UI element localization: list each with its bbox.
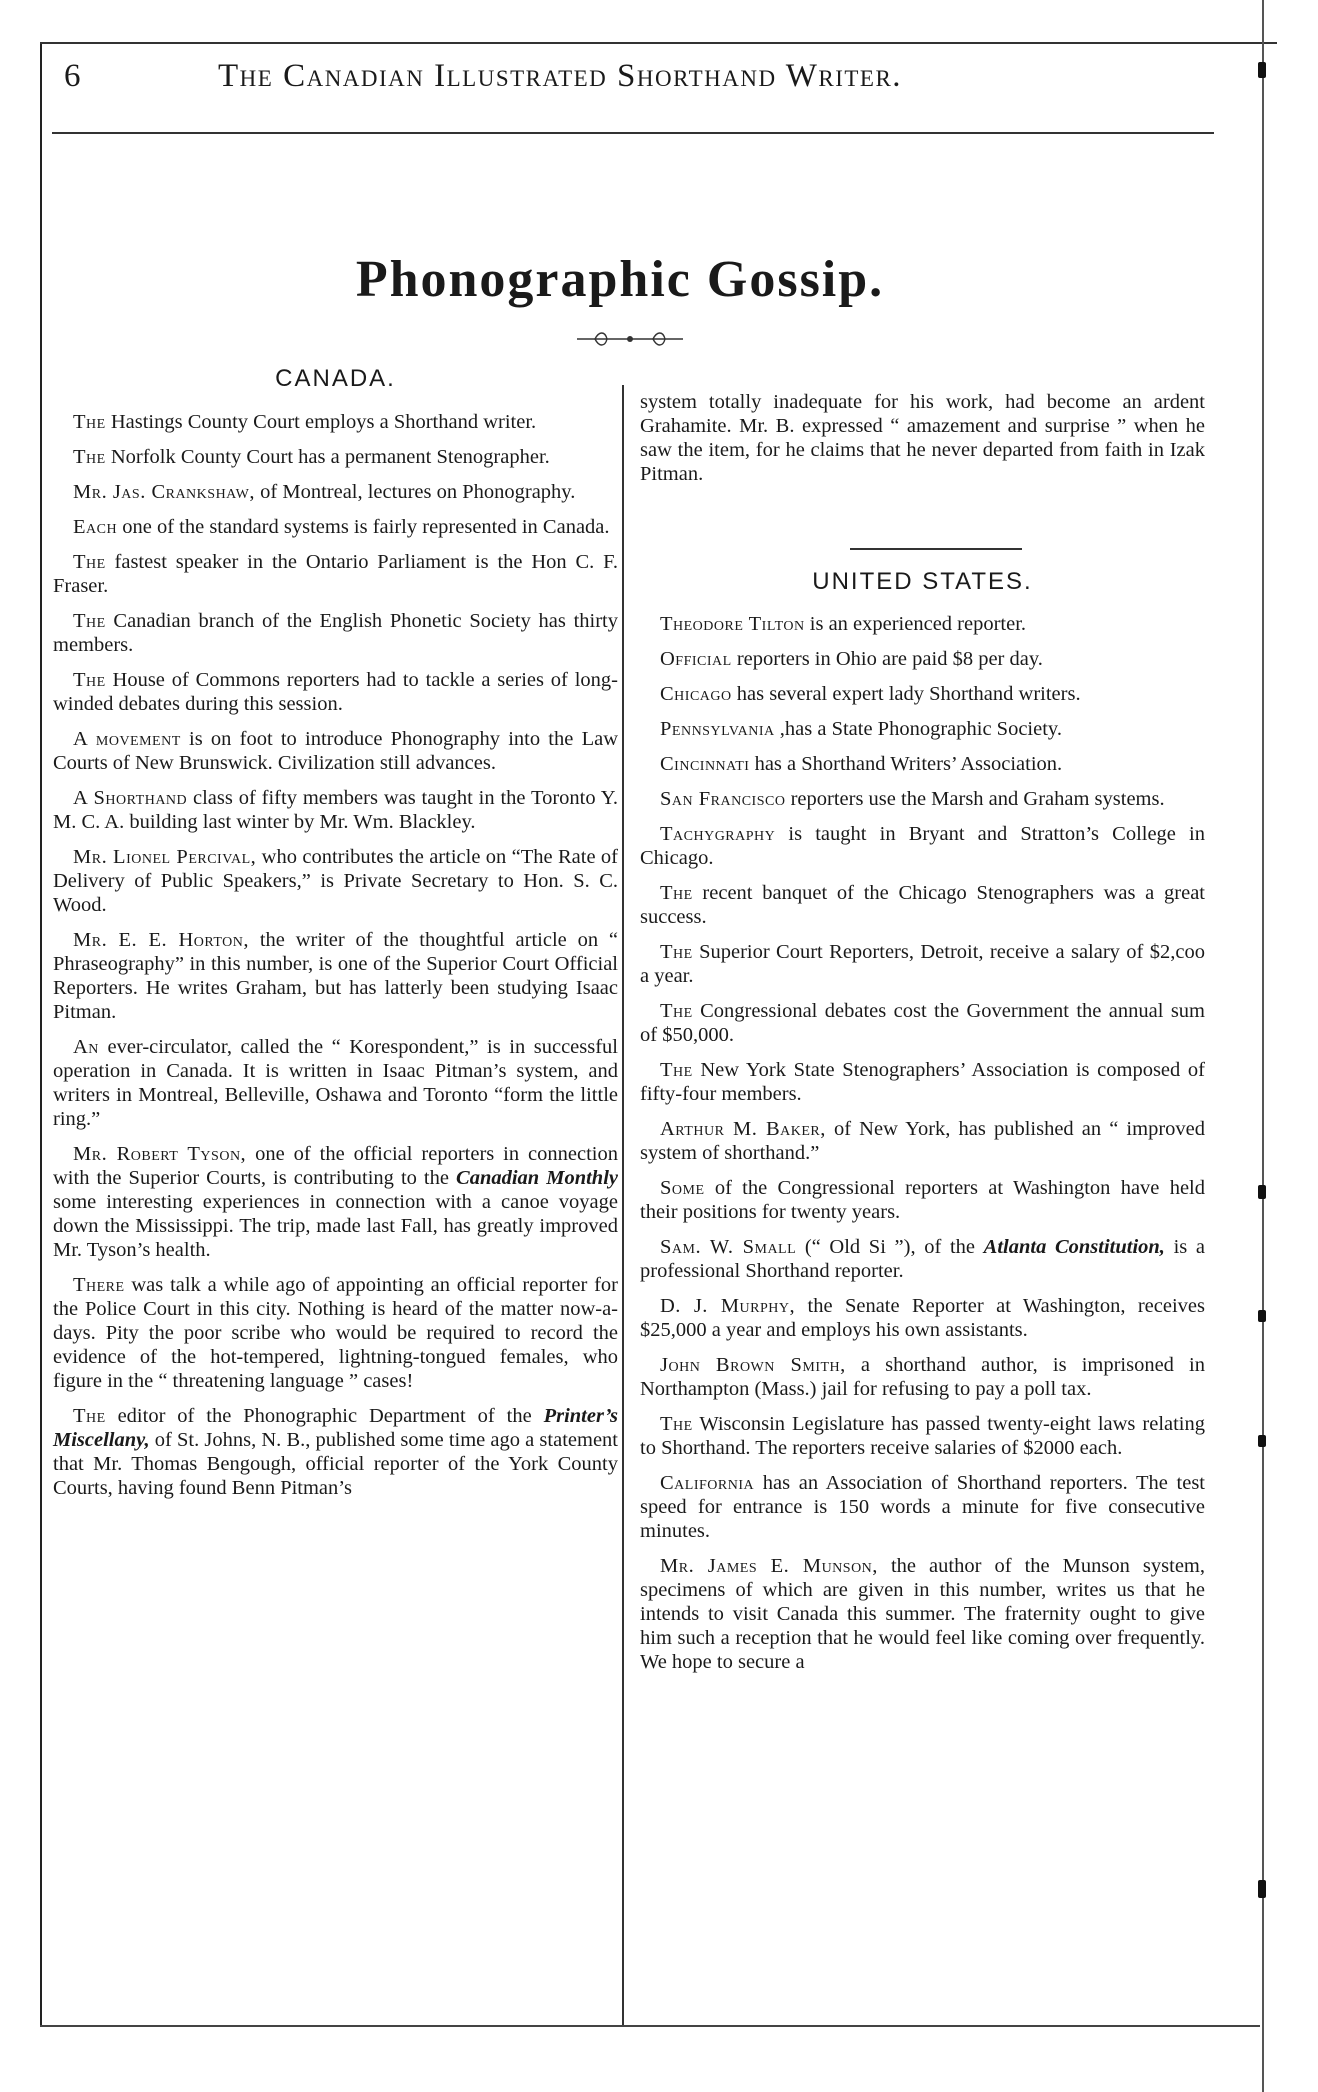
edge-speck [1258, 1185, 1266, 1199]
item-lead-words: The [660, 1413, 693, 1435]
item-text: recent banquet of the Chicago Stenographers was a great success. [640, 882, 1205, 928]
gossip-item [53, 410, 618, 434]
item-text: editor of the Phonographic Department of the [105, 1405, 544, 1427]
item-text: is an experienced reporter. [804, 613, 1027, 635]
edge-speck [1258, 1310, 1266, 1322]
item-text: is a professional Shorthand reporter. [640, 1236, 1205, 1282]
item-lead-words: Chicago [660, 683, 732, 705]
item-lead-words: Mr. Jas. Crankshaw, [73, 481, 256, 503]
column-divider [622, 385, 624, 2025]
gossip-item [53, 786, 618, 834]
item-lead-words: An [73, 1036, 99, 1058]
item-lead-words: Theodore Tilton [660, 613, 805, 635]
gossip-item [640, 787, 1205, 811]
gossip-item [640, 1235, 1205, 1283]
item-lead-words: The [660, 941, 693, 963]
gossip-item [53, 609, 618, 657]
item-lead-words: Mr. Robert Tyson, [73, 1143, 247, 1165]
item-text: fastest speaker in the Ontario Parliament is the Hon C. F. Fraser. [53, 551, 618, 597]
canada-items [53, 410, 618, 1511]
left-column [53, 0, 618, 2092]
gossip-item [53, 550, 618, 598]
item-lead-words: A Shorthand [73, 787, 188, 809]
item-text: House of Commons reporters had to tackle a series of long-winded debates during this session. [53, 669, 618, 715]
gossip-item [53, 928, 618, 1024]
page-frame-left-rule [40, 42, 42, 2027]
canada-continued-paragraph: system totally inadequate for his work, had become an ardent Grahamite. Mr. B. expressed “ amazement and surprise ” when he saw the item, for he claims that he never departed from faith in Izak Pitman. [640, 391, 1205, 485]
edge-speck [1258, 1880, 1266, 1898]
gossip-item [640, 1471, 1205, 1543]
gossip-item [640, 752, 1205, 776]
item-text: ,has a State Phonographic Society. [774, 718, 1062, 740]
item-text: has several expert lady Shorthand writers. [731, 683, 1081, 705]
item-lead-words: John Brown Smith, [660, 1354, 846, 1376]
item-lead-words: Each [73, 516, 118, 538]
item-text: reporters in Ohio are paid $8 per day. [731, 648, 1043, 670]
gossip-item [640, 1554, 1205, 1674]
item-lead-words: Mr. Lionel Percival, [73, 846, 257, 868]
item-text: some interesting experiences in connection with a canoe voyage down the Mississippi. The trip, made last Fall, has greatly improved Mr. Tyson’s health. [53, 1191, 618, 1261]
item-text: the author of the Munson system, specimens of which are given in this number, writes us that he intends to visit Canada this summer. The fraternity ought to give him such a reception that he would feel like coming over frequently. We hope to secure a [640, 1555, 1205, 1673]
gossip-item [640, 612, 1205, 636]
gossip-item [640, 1058, 1205, 1106]
item-text: of Montreal, lectures on Phonography. [255, 481, 576, 503]
item-lead-words: The [73, 669, 106, 691]
gossip-item [640, 940, 1205, 988]
gossip-item [53, 727, 618, 775]
item-text: reporters use the Marsh and Graham systems. [785, 788, 1165, 810]
gossip-item [640, 1353, 1205, 1401]
item-text: is taught in Bryant and Stratton’s College in Chicago. [640, 823, 1205, 869]
item-italic-title: Atlanta Constitution, [983, 1236, 1165, 1258]
edge-speck [1258, 62, 1266, 78]
item-text: one of the standard systems is fairly represented in Canada. [117, 516, 610, 538]
gossip-item [53, 445, 618, 469]
item-text: (“ Old Si ”), of the [796, 1236, 984, 1258]
item-text: who contributes the article on “The Rate of Delivery of Public Speakers,” is Private Secretary to Hon. S. C. Wood. [53, 846, 618, 916]
item-text: the Senate Reporter at Washington, receives $25,000 a year and employs his own assistants. [640, 1295, 1205, 1341]
item-lead-words: The [660, 882, 693, 904]
item-text: is on foot to introduce Phonography into the Law Courts of New Brunswick. Civilization still advances. [53, 728, 618, 774]
item-lead-words: Sam. W. Small [660, 1236, 797, 1258]
item-lead-words: Official [660, 648, 732, 670]
item-text: Superior Court Reporters, Detroit, receive a salary of $2,coo a year. [640, 941, 1205, 987]
article-title: Phonographic Gossip. [355, 251, 885, 308]
item-text: Norfolk County Court has a permanent Stenographer. [105, 446, 550, 468]
edge-speck [1258, 1435, 1266, 1447]
item-text: ever-circulator, called the “ Korespondent,” is in successful operation in Canada. It is written in Isaac Pitman’s system, and writers in Montreal, Belleville, Oshawa and Toronto “form the little ring.” [53, 1036, 618, 1130]
item-lead-words: Pennsylvania [660, 718, 775, 740]
gossip-item [53, 1273, 618, 1393]
item-lead-words: California [660, 1472, 755, 1494]
item-lead-words: Mr. E. E. Horton, [73, 929, 250, 951]
gossip-item [640, 682, 1205, 706]
gossip-item [53, 1142, 618, 1262]
item-text: was talk a while ago of appointing an official reporter for the Police Court in this city. Nothing is heard of the matter now-a-days. Pity the poor scribe who would be required to record the evidence of the hot-tempered, lightning-tongued females, who figure in the “ threatening language ” cases! [53, 1274, 618, 1392]
gossip-item [640, 1412, 1205, 1460]
item-text: Canadian branch of the English Phonetic Society has thirty members. [53, 610, 618, 656]
item-text: New York State Stenographers’ Association is composed of fifty-four members. [640, 1059, 1205, 1105]
page-edge-line [1262, 0, 1264, 2092]
item-text: Congressional debates cost the Government the annual sum of $50,000. [640, 1000, 1205, 1046]
gossip-item [53, 515, 618, 539]
item-text: class of fifty members was taught in the Toronto Y. M. C. A. building last winter by Mr. Wm. Blackley. [53, 787, 618, 833]
gossip-item [640, 647, 1205, 671]
item-italic-title: Canadian Monthly [456, 1167, 618, 1189]
item-text: of St. Johns, N. B., published some time ago a statement that Mr. Thomas Bengough, official reporter of the York County Courts, having found Benn Pitman’s [53, 1429, 618, 1499]
item-lead-words: There [73, 1274, 125, 1296]
section-heading-canada: CANADA. [275, 365, 396, 392]
section-heading-united-states: UNITED STATES. [812, 568, 1033, 595]
gossip-item [53, 668, 618, 716]
item-text: Wisconsin Legislature has passed twenty-eight laws relating to Shorthand. The reporters receive salaries of $2000 each. [640, 1413, 1205, 1459]
item-lead-words: The [73, 551, 106, 573]
item-lead-words: Some [660, 1177, 705, 1199]
gossip-item [640, 1176, 1205, 1224]
item-text: of the Congressional reporters at Washington have held their positions for twenty years. [640, 1177, 1205, 1223]
item-lead-words: A movement [73, 728, 181, 750]
item-lead-words: D. J. Murphy, [660, 1295, 796, 1317]
item-lead-words: The [660, 1000, 693, 1022]
gossip-item [640, 717, 1205, 741]
item-lead-words: The [660, 1059, 693, 1081]
item-text: a shorthand author, is imprisoned in Northampton (Mass.) jail for refusing to pay a poll tax. [640, 1354, 1205, 1400]
gossip-item [53, 480, 618, 504]
page-number: 6 [64, 58, 81, 94]
item-text: Hastings County Court employs a Shorthand writer. [105, 411, 537, 433]
item-text: one of the official reporters in connection with the Superior Courts, is contributing to the [53, 1143, 618, 1189]
item-text: of New York, has published an “ improved system of shorthand.” [640, 1118, 1205, 1164]
gossip-item [53, 845, 618, 917]
item-lead-words: Cincinnati [660, 753, 750, 775]
item-lead-words: The [73, 411, 106, 433]
item-lead-words: The [73, 1405, 106, 1427]
gossip-item [640, 881, 1205, 929]
section-rule [850, 548, 1022, 550]
gossip-item [640, 999, 1205, 1047]
gossip-item [640, 1117, 1205, 1165]
item-text: has an Association of Shorthand reporters. The test speed for entrance is 150 words a minute for five consecutive minutes. [640, 1472, 1205, 1542]
item-lead-words: The [73, 610, 106, 632]
united-states-items [640, 612, 1205, 1685]
gossip-item [53, 1035, 618, 1131]
item-lead-words: Arthur M. Baker, [660, 1118, 826, 1140]
item-lead-words: Tachygraphy [660, 823, 776, 845]
item-text: has a Shorthand Writers’ Association. [749, 753, 1063, 775]
gossip-item [640, 1294, 1205, 1342]
item-lead-words: Mr. James E. Munson, [660, 1555, 878, 1577]
item-italic-title: Printer’s Miscellany, [53, 1405, 618, 1451]
item-text: the writer of the thoughtful article on “ Phraseography” in this number, is one of the Superior Court Official Reporters. He writes Graham, but has latterly been studying Isaac Pitman. [53, 929, 618, 1023]
gossip-item [53, 1404, 618, 1500]
gossip-item [640, 822, 1205, 870]
running-head: The Canadian Illustrated Shorthand Writer. [218, 58, 903, 94]
item-lead-words: The [73, 446, 106, 468]
right-column [640, 0, 1205, 2092]
item-lead-words: San Francisco [660, 788, 786, 810]
